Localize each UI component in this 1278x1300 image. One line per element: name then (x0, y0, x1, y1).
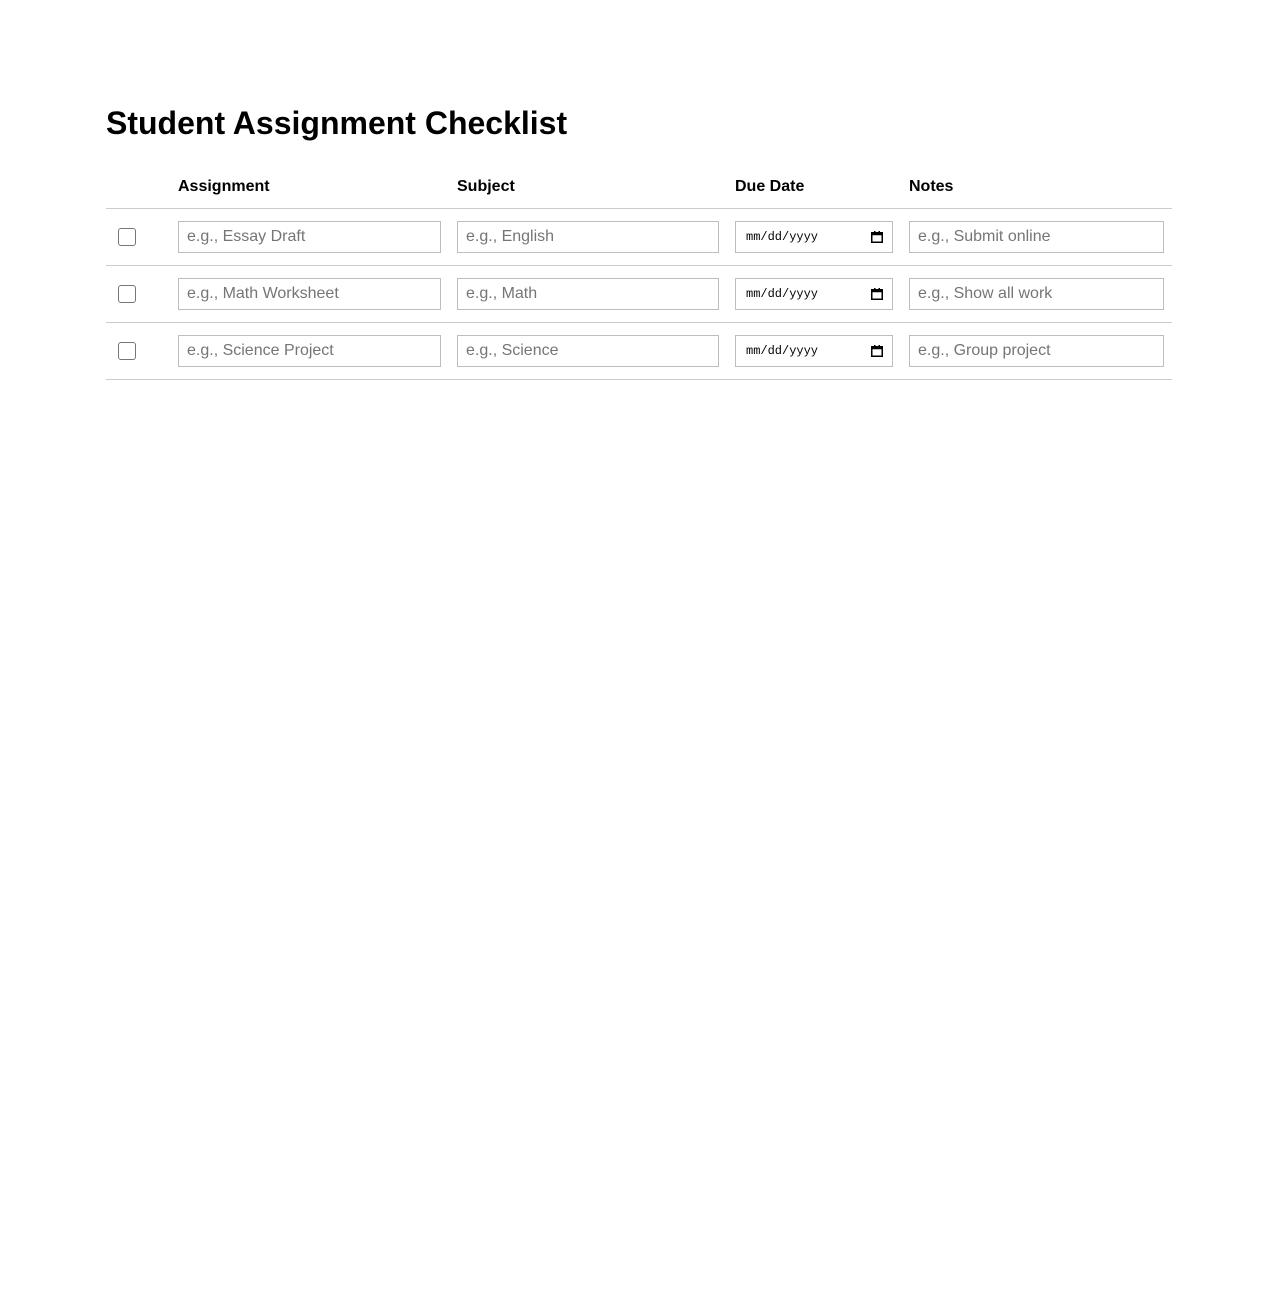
table-row (106, 266, 1172, 323)
calendar-icon[interactable] (871, 345, 883, 357)
subject-cell (449, 221, 727, 253)
assignment-input[interactable] (178, 278, 441, 310)
notes-input[interactable] (909, 278, 1164, 310)
due-date-text: mm/dd/yyyy (746, 287, 819, 301)
assignment-table (106, 166, 1172, 380)
due-date-input[interactable] (735, 221, 893, 253)
subject-input[interactable] (457, 335, 719, 367)
subject-input[interactable] (457, 221, 719, 253)
due-date-cell (727, 335, 901, 367)
subject-input[interactable] (457, 278, 719, 310)
assignment-cell (170, 335, 449, 367)
due-date-cell (727, 221, 901, 253)
checkbox-cell (106, 285, 170, 303)
subject-cell (449, 335, 727, 367)
notes-cell (901, 335, 1172, 367)
calendar-icon[interactable] (871, 288, 883, 300)
table-row (106, 323, 1172, 380)
due-date-text: mm/dd/yyyy (746, 230, 819, 244)
completed-checkbox[interactable] (118, 228, 136, 246)
completed-checkbox[interactable] (118, 285, 136, 303)
checkbox-cell (106, 228, 170, 246)
notes-cell (901, 221, 1172, 253)
header-assignment: Assignment (178, 178, 270, 195)
assignment-cell (170, 278, 449, 310)
header-notes: Notes (909, 178, 954, 195)
notes-cell (901, 278, 1172, 310)
assignment-input[interactable] (178, 221, 441, 253)
notes-input[interactable] (909, 221, 1164, 253)
due-date-text: mm/dd/yyyy (746, 344, 819, 358)
assignment-input[interactable] (178, 335, 441, 367)
calendar-icon[interactable] (871, 231, 883, 243)
checkbox-cell (106, 342, 170, 360)
header-due-date: Due Date (735, 178, 805, 195)
table-header-row (106, 166, 1172, 209)
page-title: Student Assignment Checklist (106, 105, 568, 141)
due-date-cell (727, 278, 901, 310)
table-row (106, 209, 1172, 266)
due-date-input[interactable] (735, 335, 893, 367)
assignment-cell (170, 221, 449, 253)
subject-cell (449, 278, 727, 310)
completed-checkbox[interactable] (118, 342, 136, 360)
notes-input[interactable] (909, 335, 1164, 367)
header-subject: Subject (457, 178, 515, 195)
due-date-input[interactable] (735, 278, 893, 310)
